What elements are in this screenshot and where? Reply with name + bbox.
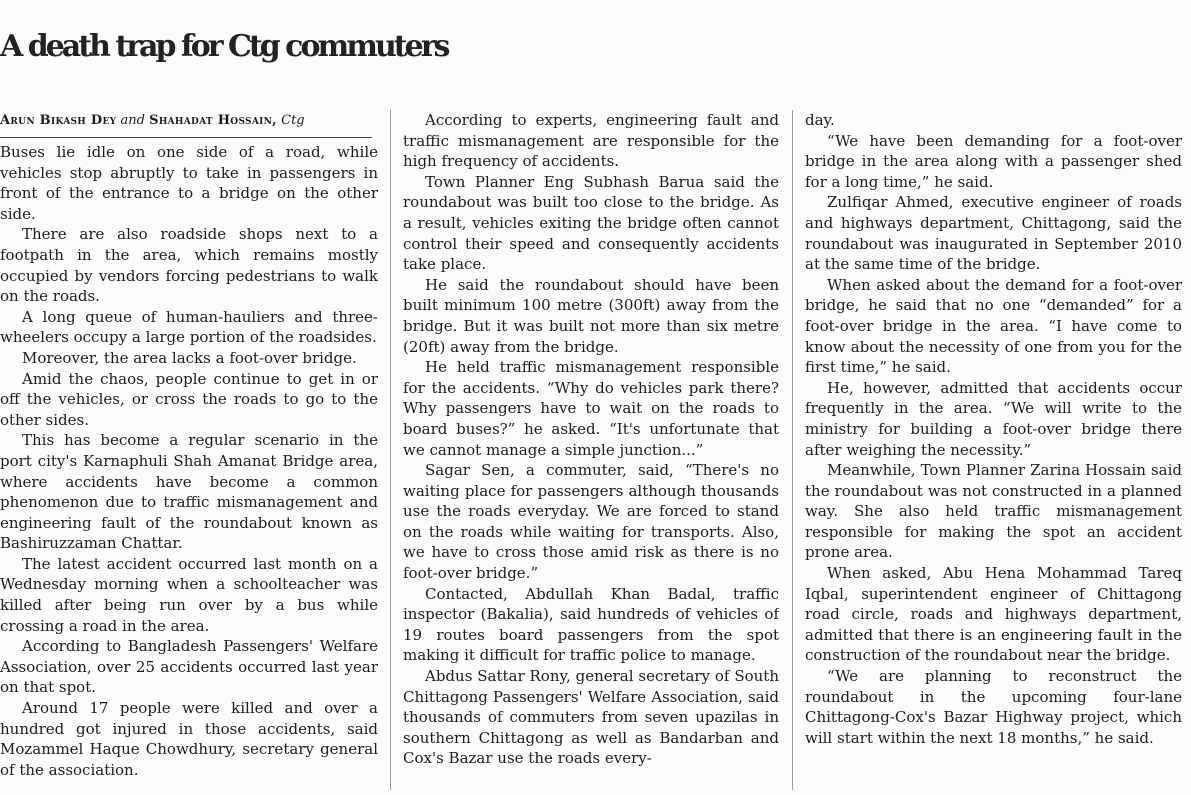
paragraph: Zulfiqar Ahmed, executive engineer of roads and highways department, Chittagong, said the roundabout was inaugurated in September 2010 at the same time of the bridge. xyxy=(805,193,1182,274)
byline-conjunction: and xyxy=(120,113,145,128)
article-column-3 xyxy=(805,110,1182,795)
article-column-1 xyxy=(0,110,378,795)
article-column-2 xyxy=(403,110,779,795)
paragraph: Moreover, the area lacks a foot-over bridge. xyxy=(22,348,357,367)
paragraph: He said the roundabout should have been built minimum 100 metre (300ft) away from the bridge. But it was built not more than six metre (20ft) away from the bridge. xyxy=(403,275,779,356)
paragraph: There are also roadside shops next to a footpath in the area, which remains mostly occupied by vendors forcing pedestrians to walk on the roads. xyxy=(0,225,378,306)
author-name: Arun Bikash Dey xyxy=(0,113,117,128)
paragraph: This has become a regular scenario in the port city's Karnaphuli Shah Amanat Bridge area, where accidents have become a common phenomenon due to traffic mismanagement and engineering fault of the roundabout known as Bashiruzzaman Chattar. xyxy=(0,431,378,553)
column-divider xyxy=(792,110,793,790)
author-name: Shahadat Hossain, xyxy=(149,113,277,128)
paragraph: He, however, admitted that accidents occur frequently in the area. “We will write to the ministry for building a foot-over bridge there after weighing the necessity.” xyxy=(805,378,1182,459)
paragraph: Buses lie idle on one side of a road, while vehicles stop abruptly to take in passengers in front of the entrance to a bridge on the other side. xyxy=(0,143,378,223)
paragraph: Abdus Sattar Rony, general secretary of South Chittagong Passengers' Welfare Association, said thousands of commuters from seven upazilas in southern Chittagong as well as Bandarban and Cox's Bazar use the roads every- xyxy=(403,667,779,768)
paragraph: He held traffic mismanagement responsible for the accidents. “Why do vehicles park there? Why passengers have to wait on the roads to board buses?” he asked. “It's unfortunate that we cannot manage a simple junction...” xyxy=(403,358,779,459)
byline-place: Ctg xyxy=(281,113,305,128)
paragraph: When asked about the demand for a foot-over bridge, he said that no one “demanded” for a foot-over bridge in the area. “I have come to know about the necessity of one from you for the first time,” he said. xyxy=(805,275,1182,377)
paragraph: Sagar Sen, a commuter, said, “There's no waiting place for passengers although thousands use the roads everyday. We are forced to stand on the roads while waiting for transports. Also, we have to cross those amid risk as there is no foot-over bridge.” xyxy=(403,461,779,583)
paragraph: “We have been demanding for a foot-over bridge in the area along with a passenger shed for a long time,” he said. xyxy=(805,131,1182,191)
paragraph: When asked, Abu Hena Mohammad Tareq Iqbal, superintendent engineer of Chittagong road circle, roads and highways department, admitted that there is an engineering fault in the construction of the roundabout near the bridge. xyxy=(805,564,1182,665)
paragraph: According to experts, engineering fault and traffic mismanagement are responsible for the high frequency of accidents. xyxy=(403,111,779,171)
column-divider xyxy=(390,110,391,790)
paragraph: Around 17 people were killed and over a hundred got injured in those accidents, said Mozammel Haque Chowdhury, secretary general of the association. xyxy=(0,699,378,779)
paragraph: Amid the chaos, people continue to get in or off the vehicles, or cross the roads to go to the other sides. xyxy=(0,369,378,429)
paragraph: “We are planning to reconstruct the roundabout in the upcoming four-lane Chittagong-Cox's Bazar Highway project, which will start within the next 18 months,” he said. xyxy=(805,667,1182,747)
paragraph: Meanwhile, Town Planner Zarina Hossain said the roundabout was not constructed in a planned way. She also held traffic mismanagement responsible for making the spot an accident prone area. xyxy=(805,461,1182,562)
paragraph: Town Planner Eng Subhash Barua said the roundabout was built too close to the bridge. As a result, vehicles exiting the bridge often cannot control their speed and consequently accidents take place. xyxy=(403,172,779,274)
paragraph: day. xyxy=(805,111,835,129)
headline: A death trap for Ctg commuters xyxy=(0,29,448,64)
paragraph: According to Bangladesh Passengers' Welfare Association, over 25 accidents occurred last year on that spot. xyxy=(0,637,378,697)
paragraph: Contacted, Abdullah Khan Badal, traffic inspector (Bakalia), said hundreds of vehicles of 19 routes board passengers from the spot making it difficult for traffic police to manage. xyxy=(403,584,779,665)
byline xyxy=(0,110,372,138)
paragraph: A long queue of human-hauliers and three-wheelers occupy a large portion of the roadsides. xyxy=(0,307,378,347)
paragraph: The latest accident occurred last month on a Wednesday morning when a schoolteacher was killed after being run over by a bus while crossing a road in the area. xyxy=(0,554,378,635)
